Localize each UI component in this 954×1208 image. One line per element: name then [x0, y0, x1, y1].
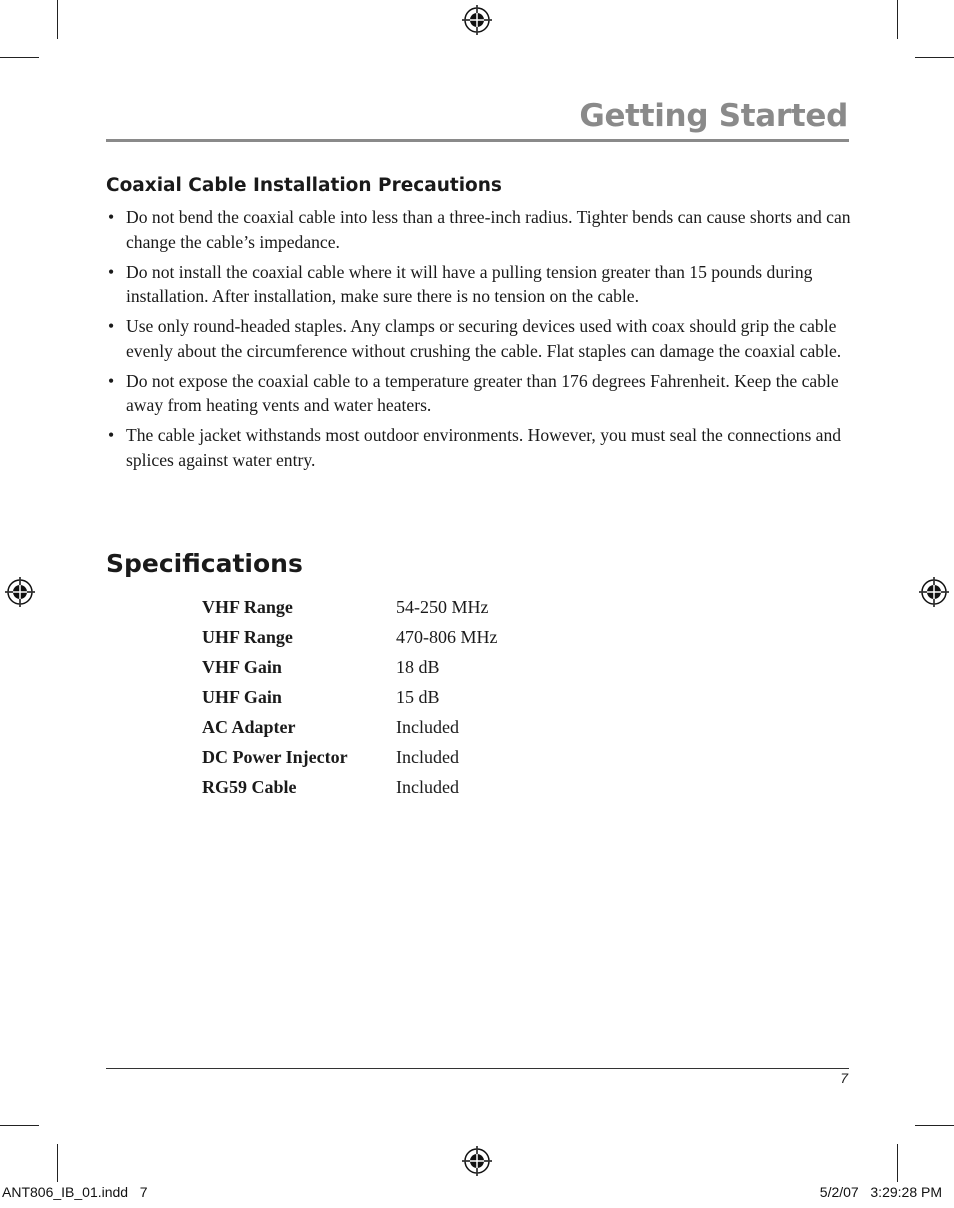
table-row: [202, 622, 498, 652]
crop-mark: [915, 57, 954, 58]
print-slug-timestamp: 5/2/07 3:29:28 PM: [819, 1184, 942, 1200]
registration-mark-icon: [461, 1145, 493, 1177]
spec-value: 18 dB: [396, 656, 440, 677]
bullet-dot: •: [108, 316, 115, 336]
crop-mark: [57, 1144, 58, 1182]
table-row: [202, 772, 498, 802]
bullet-dot: •: [108, 425, 115, 445]
spec-label: VHF Range: [202, 596, 293, 617]
specifications-heading: Specifications: [106, 549, 303, 578]
bullet-dot: •: [108, 207, 115, 227]
spec-label: VHF Gain: [202, 656, 282, 677]
crop-mark: [57, 0, 58, 39]
crop-mark: [0, 1125, 39, 1126]
registration-mark-icon: [918, 576, 950, 608]
spec-value: Included: [396, 776, 459, 797]
spec-value: 15 dB: [396, 686, 440, 707]
table-row: [202, 742, 498, 772]
list-item-text: Use only round-headed staples. Any clamps or securing devices used with coax should grip the cable evenly about the circumference without crushing the cable. Flat staples can damage the coaxial cable.: [126, 316, 842, 361]
spec-label: AC Adapter: [202, 716, 296, 737]
page-number: 7: [840, 1070, 848, 1086]
print-slug-filename: ANT806_IB_01.indd 7: [2, 1184, 148, 1200]
table-row: [202, 682, 498, 712]
list-item-text: Do not expose the coaxial cable to a temperature greater than 176 degrees Fahrenheit. Keep the cable away from heating vents and water heaters.: [126, 370, 839, 415]
specifications-table: [202, 592, 498, 802]
spec-label: RG59 Cable: [202, 776, 297, 797]
list-item: [106, 369, 854, 418]
list-item: [106, 314, 854, 363]
registration-mark-icon: [461, 4, 493, 36]
spec-value: Included: [396, 746, 459, 767]
page-title: Getting Started: [579, 98, 848, 134]
spec-value: 470-806 MHz: [396, 626, 498, 647]
table-row: [202, 712, 498, 742]
precautions-list: [106, 205, 854, 478]
list-item-text: Do not bend the coaxial cable into less than a three-inch radius. Tighter bends can cause shorts and can change the cable’s impedance.: [126, 207, 851, 252]
table-row: [202, 592, 498, 622]
spec-label: UHF Gain: [202, 686, 282, 707]
coax-precautions-heading: Coaxial Cable Installation Precautions: [106, 175, 502, 196]
crop-mark: [897, 1144, 898, 1182]
registration-mark-icon: [4, 576, 36, 608]
title-divider: [106, 139, 849, 142]
crop-mark: [0, 57, 39, 58]
list-item: [106, 260, 854, 309]
bullet-dot: •: [108, 370, 115, 391]
list-item: [106, 205, 854, 254]
list-item-text: Do not install the coaxial cable where it will have a pulling tension greater than 15 pounds during installation. After installation, make sure there is no tension on the cable.: [126, 261, 813, 306]
spec-label: DC Power Injector: [202, 746, 348, 767]
bullet-dot: •: [108, 261, 115, 282]
spec-value: 54-250 MHz: [396, 596, 489, 617]
spec-label: UHF Range: [202, 626, 293, 647]
footer-divider: [106, 1068, 849, 1069]
spec-value: Included: [396, 716, 459, 737]
crop-mark: [897, 0, 898, 39]
list-item-text: The cable jacket withstands most outdoor environments. However, you must seal the connections and splices against water entry.: [126, 425, 842, 470]
table-row: [202, 652, 498, 682]
crop-mark: [915, 1125, 954, 1126]
list-item: [106, 423, 854, 472]
